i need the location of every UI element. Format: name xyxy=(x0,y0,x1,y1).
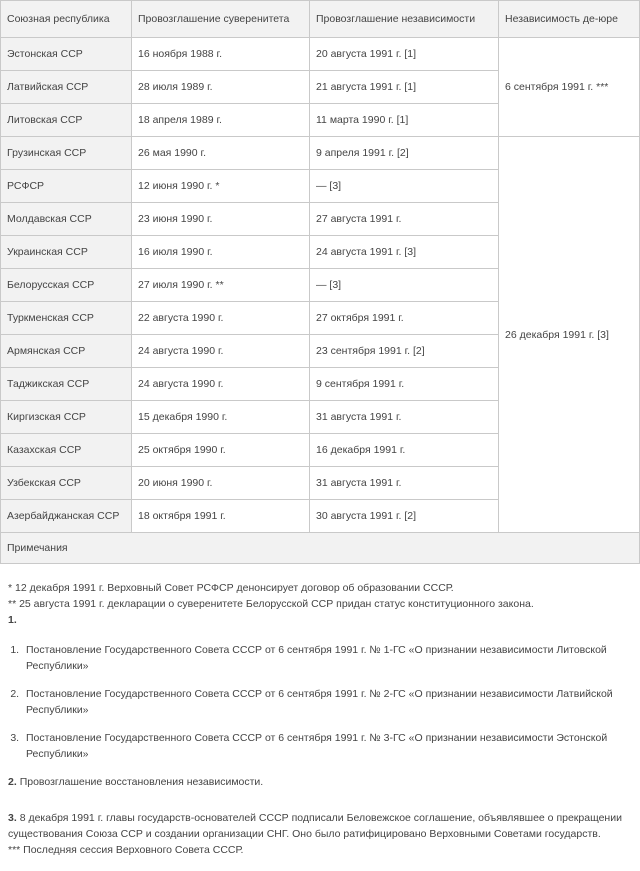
cell-republic: Украинская ССР xyxy=(1,236,132,269)
cell-republic: Литовская ССР xyxy=(1,104,132,137)
note-3-label: 3. xyxy=(8,812,17,824)
note-star3: *** Последняя сессия Верховного Совета СССР. xyxy=(8,844,244,856)
cell-sovereignty: 26 мая 1990 г. xyxy=(132,137,310,170)
cell-independence: 31 августа 1991 г. xyxy=(310,401,499,434)
cell-independence: 16 декабря 1991 г. xyxy=(310,434,499,467)
cell-independence: 9 апреля 1991 г. [2] xyxy=(310,137,499,170)
cell-independence: 20 августа 1991 г. [1] xyxy=(310,38,499,71)
cell-republic: Грузинская ССР xyxy=(1,137,132,170)
table-row xyxy=(1,137,640,170)
cell-republic: Туркменская ССР xyxy=(1,302,132,335)
header-sovereignty: Провозглашение суверенитета xyxy=(132,1,310,38)
cell-republic: Киргизская ССР xyxy=(1,401,132,434)
list-item: 2. Постановление Государственного Совета СССР от 6 сентября 1991 г. № 2-ГС «О признании независимости Латвийской Республики» xyxy=(22,686,630,718)
cell-independence: 27 октября 1991 г. xyxy=(310,302,499,335)
cell-independence: 31 августа 1991 г. xyxy=(310,467,499,500)
cell-sovereignty: 22 августа 1990 г. xyxy=(132,302,310,335)
cell-republic: Армянская ССР xyxy=(1,335,132,368)
cell-dejure: 6 сентября 1991 г. *** xyxy=(499,38,640,137)
note-1-list xyxy=(8,642,630,762)
cell-sovereignty: 18 апреля 1989 г. xyxy=(132,104,310,137)
cell-sovereignty: 27 июля 1990 г. ** xyxy=(132,269,310,302)
cell-sovereignty: 15 декабря 1990 г. xyxy=(132,401,310,434)
list-item: 1. Постановление Государственного Совета СССР от 6 сентября 1991 г. № 1-ГС «О признании независимости Литовской Республики» xyxy=(22,642,630,674)
cell-sovereignty: 18 октября 1991 г. xyxy=(132,500,310,533)
header-dejure: Независимость де-юре xyxy=(499,1,640,38)
note-3 xyxy=(8,810,630,842)
header-republic: Союзная республика xyxy=(1,1,132,38)
cell-republic: Латвийская ССР xyxy=(1,71,132,104)
note-star1: * 12 декабря 1991 г. Верховный Совет РСФСР денонсирует договор об образовании СССР. xyxy=(8,582,454,594)
cell-sovereignty: 28 июля 1989 г. xyxy=(132,71,310,104)
cell-independence: — [3] xyxy=(310,269,499,302)
note-2 xyxy=(8,774,630,790)
cell-sovereignty: 12 июня 1990 г. * xyxy=(132,170,310,203)
list-item: 3. Постановление Государственного Совета СССР от 6 сентября 1991 г. № 3-ГС «О признании независимости Эстонской Республики» xyxy=(22,730,630,762)
cell-independence: 9 сентября 1991 г. xyxy=(310,368,499,401)
cell-republic: Таджикская ССР xyxy=(1,368,132,401)
cell-dejure: 26 декабря 1991 г. [3] xyxy=(499,137,640,533)
cell-sovereignty: 20 июня 1990 г. xyxy=(132,467,310,500)
note-star2: ** 25 августа 1991 г. декларации о суверенитете Белорусской ССР придан статус конституционного закона. xyxy=(8,598,534,610)
note-3-text: 8 декабря 1991 г. главы государств-основателей СССР подписали Беловежское соглашение, объявлявшее о прекращении существования Союза ССР и создании организации СНГ. Оно было ратифицировано Верховными Советами государств. xyxy=(8,812,622,840)
cell-republic: Молдавская ССР xyxy=(1,203,132,236)
cell-independence: 21 августа 1991 г. [1] xyxy=(310,71,499,104)
table-row xyxy=(1,38,640,71)
cell-independence: — [3] xyxy=(310,170,499,203)
cell-sovereignty: 24 августа 1990 г. xyxy=(132,335,310,368)
note-2-text: Провозглашение восстановления независимости. xyxy=(19,776,264,788)
cell-sovereignty: 23 июня 1990 г. xyxy=(132,203,310,236)
cell-independence: 23 сентября 1991 г. [2] xyxy=(310,335,499,368)
cell-republic: Азербайджанская ССР xyxy=(1,500,132,533)
notes-section xyxy=(0,564,640,858)
notes-heading: Примечания xyxy=(1,533,640,564)
cell-republic: Белорусская ССР xyxy=(1,269,132,302)
cell-sovereignty: 16 ноября 1988 г. xyxy=(132,38,310,71)
notes-heading-row xyxy=(1,533,640,564)
table-header-row xyxy=(1,1,640,38)
cell-sovereignty: 25 октября 1990 г. xyxy=(132,434,310,467)
cell-republic: Казахская ССР xyxy=(1,434,132,467)
cell-sovereignty: 16 июля 1990 г. xyxy=(132,236,310,269)
note-2-label: 2. xyxy=(8,776,17,788)
cell-sovereignty: 24 августа 1990 г. xyxy=(132,368,310,401)
cell-republic: Эстонская ССР xyxy=(1,38,132,71)
cell-independence: 11 марта 1990 г. [1] xyxy=(310,104,499,137)
cell-independence: 27 августа 1991 г. xyxy=(310,203,499,236)
cell-independence: 30 августа 1991 г. [2] xyxy=(310,500,499,533)
cell-republic: Узбекская ССР xyxy=(1,467,132,500)
header-independence: Провозглашение независимости xyxy=(310,1,499,38)
cell-independence: 24 августа 1991 г. [3] xyxy=(310,236,499,269)
note-1-label: 1. xyxy=(8,614,17,626)
cell-republic: РСФСР xyxy=(1,170,132,203)
